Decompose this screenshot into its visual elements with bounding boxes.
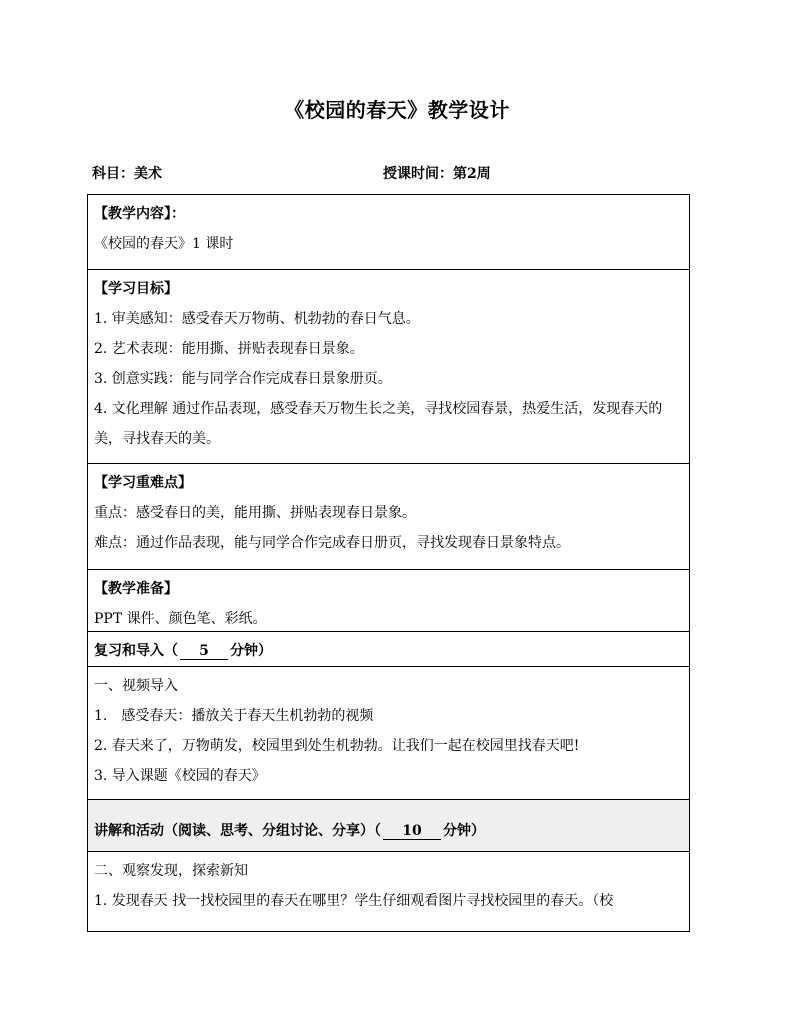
goals-heading: 【学习目标】	[94, 281, 178, 297]
page-title: 《校园的春天》教学设计	[284, 98, 510, 122]
activity-item: 1. 发现春天 找一找校园里的春天在哪里？学生仔细观看图片寻找校园里的春天。（校	[94, 893, 614, 909]
content-heading: 【教学内容】：	[94, 206, 185, 222]
review-item: 3. 导入课题《校园的春天》	[94, 768, 266, 784]
section-review-body	[88, 667, 689, 800]
schedule-label: 授课时间：第2周	[383, 166, 491, 182]
review-minutes: 5	[180, 643, 228, 660]
section-content	[88, 195, 689, 270]
review-item: 1. 感受春天：播放关于春天生机勃勃的视频	[94, 708, 374, 724]
content-text: 《校园的春天》1 课时	[94, 236, 234, 252]
section-review-header	[88, 632, 689, 667]
keypoints-heading: 【学习重难点】	[94, 475, 192, 491]
section-activity-header	[88, 800, 689, 852]
section-prep	[88, 570, 689, 632]
section-activity-body	[88, 852, 689, 931]
keypoint-difficult: 难点：通过作品表现，能与同学合作完成春日册页，寻找发现春日景象特点。	[94, 535, 570, 551]
activity-unit: 分钟）	[443, 823, 485, 839]
review-unit: 分钟）	[230, 643, 272, 659]
goal-item: 3. 创意实践：能与同学合作完成春日景象册页。	[94, 371, 392, 387]
goal-item: 2. 艺术表现：能用撕、拼贴表现春日景象。	[94, 341, 364, 357]
review-sub-heading: 一、视频导入	[94, 678, 178, 694]
prep-heading: 【教学准备】	[94, 581, 178, 597]
subject-label: 科目：美术	[92, 166, 162, 182]
goal-item: 1. 审美感知：感受春天万物萌、机勃勃的春日气息。	[94, 311, 420, 327]
review-label: 复习和导入（	[94, 643, 178, 659]
lesson-plan-table	[87, 194, 690, 932]
review-item: 2. 春天来了，万物萌发，校园里到处生机勃勃。让我们一起在校园里找春天吧!	[94, 738, 580, 754]
review-title	[94, 636, 683, 666]
activity-label: 讲解和活动（阅读、思考、分组讨论、分享）（	[94, 823, 381, 839]
activity-sub-heading: 二、观察发现，探索新知	[94, 863, 248, 879]
section-goals	[88, 270, 689, 464]
activity-minutes: 10	[383, 823, 441, 840]
keypoint-main: 重点：感受春日的美，能用撕、拼贴表现春日景象。	[94, 505, 416, 521]
goal-item: 4. 文化理解 通过作品表现，感受春天万物生长之美，寻找校园春景，热爱生活，发现春天的美，寻找春天的美。	[94, 401, 663, 447]
prep-text: PPT 课件、颜色笔、彩纸。	[94, 611, 267, 627]
activity-title	[94, 816, 683, 846]
section-keypoints	[88, 464, 689, 570]
